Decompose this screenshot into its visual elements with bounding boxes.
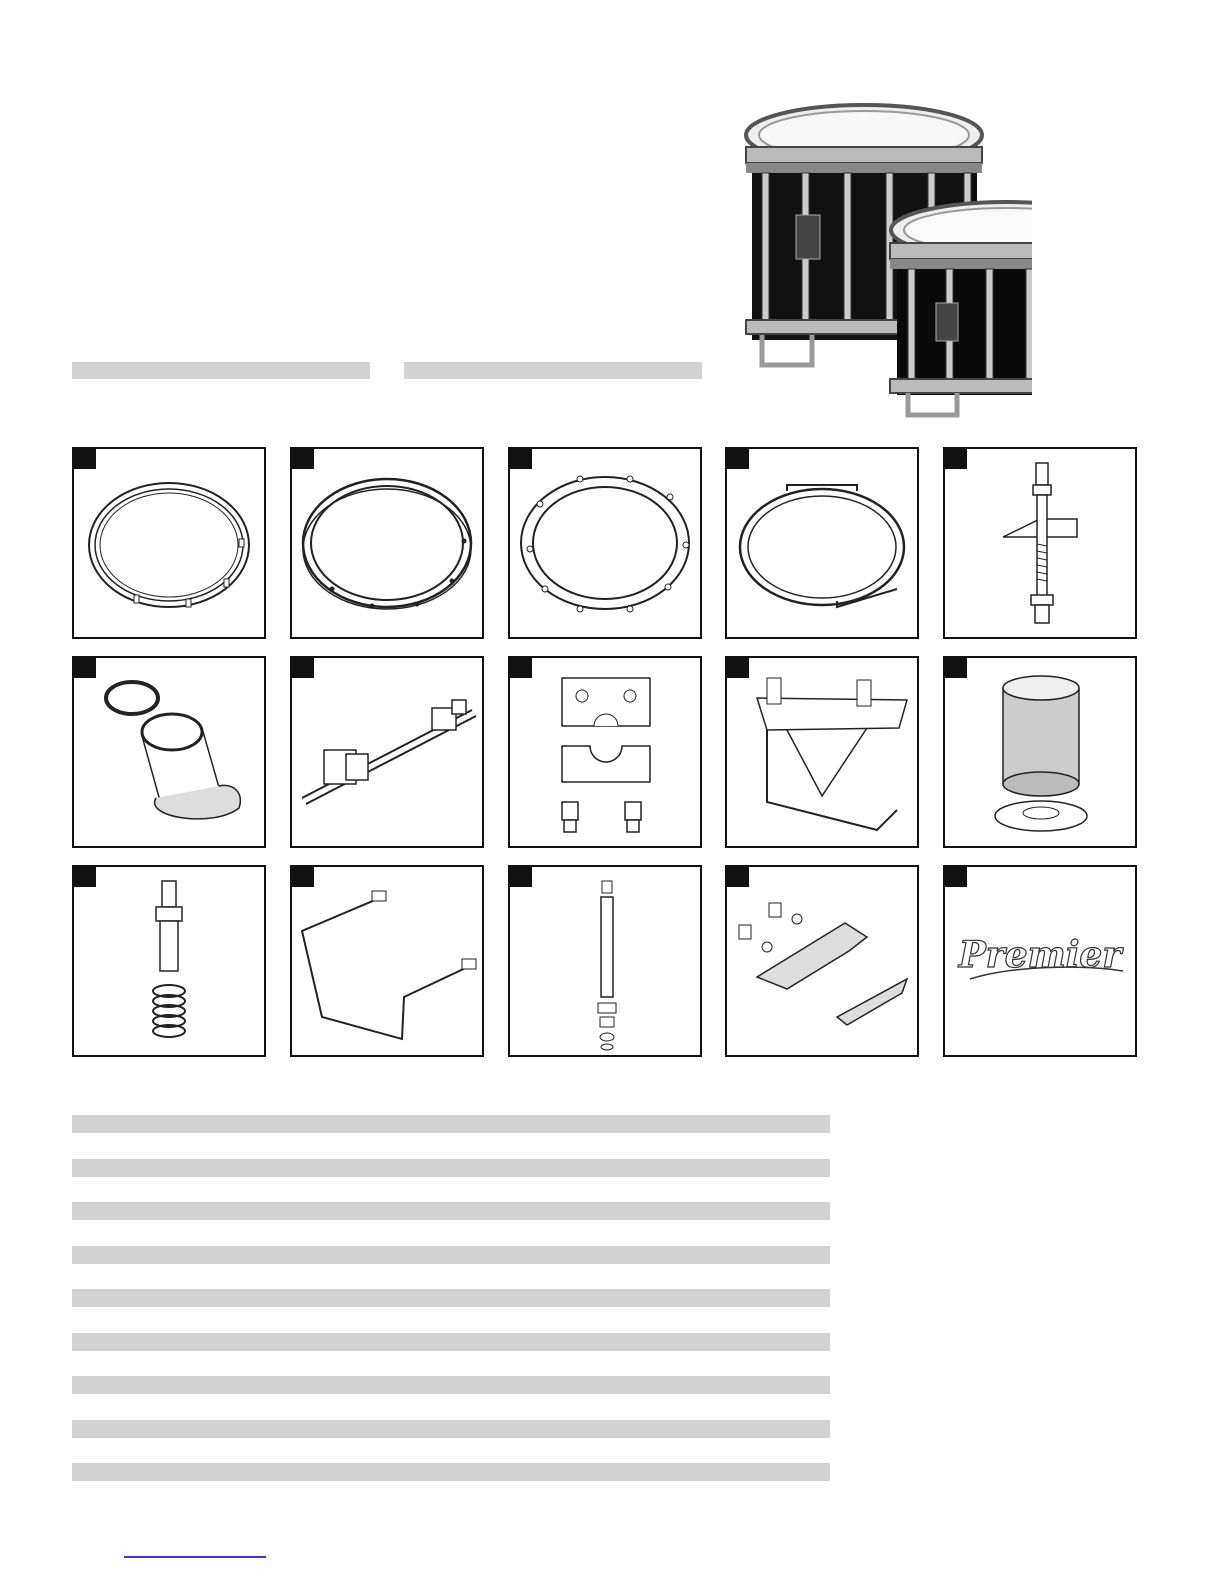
placeholder-line — [72, 1202, 830, 1220]
tile-butt-end — [725, 656, 919, 848]
tile-clamp-blocks — [508, 656, 702, 848]
tile-spring-rod — [72, 865, 266, 1057]
tile-premier-badge — [943, 865, 1137, 1057]
placeholder-line — [72, 1376, 830, 1394]
tile-snare-strainer — [290, 656, 484, 848]
placeholder-line — [72, 1463, 830, 1481]
tile-long-rod — [508, 865, 702, 1057]
placeholder-line — [72, 1420, 830, 1438]
tile-counter-hoop — [508, 447, 702, 639]
tile-tension-rod — [943, 447, 1137, 639]
tile-snare-hoop — [290, 447, 484, 639]
placeholder-line — [72, 1333, 830, 1351]
tile-bracket-set — [725, 865, 919, 1057]
tile-knurled-knob — [943, 656, 1137, 848]
placeholder-line — [72, 1159, 830, 1177]
placeholder-line — [72, 1246, 830, 1264]
premier-logo-text: Premier — [958, 934, 1122, 976]
tile-bottom-hoop — [725, 447, 919, 639]
tile-top-hoop — [72, 447, 266, 639]
placeholder-line — [72, 1115, 830, 1133]
header-bar-right — [404, 362, 702, 379]
placeholder-line — [72, 1289, 830, 1307]
snare-drum-pair-photo — [732, 95, 1032, 425]
footer-link-underline[interactable] — [124, 1556, 266, 1558]
tile-swivel-nut — [72, 656, 266, 848]
header-bar-left — [72, 362, 370, 379]
tile-snare-wire — [290, 865, 484, 1057]
